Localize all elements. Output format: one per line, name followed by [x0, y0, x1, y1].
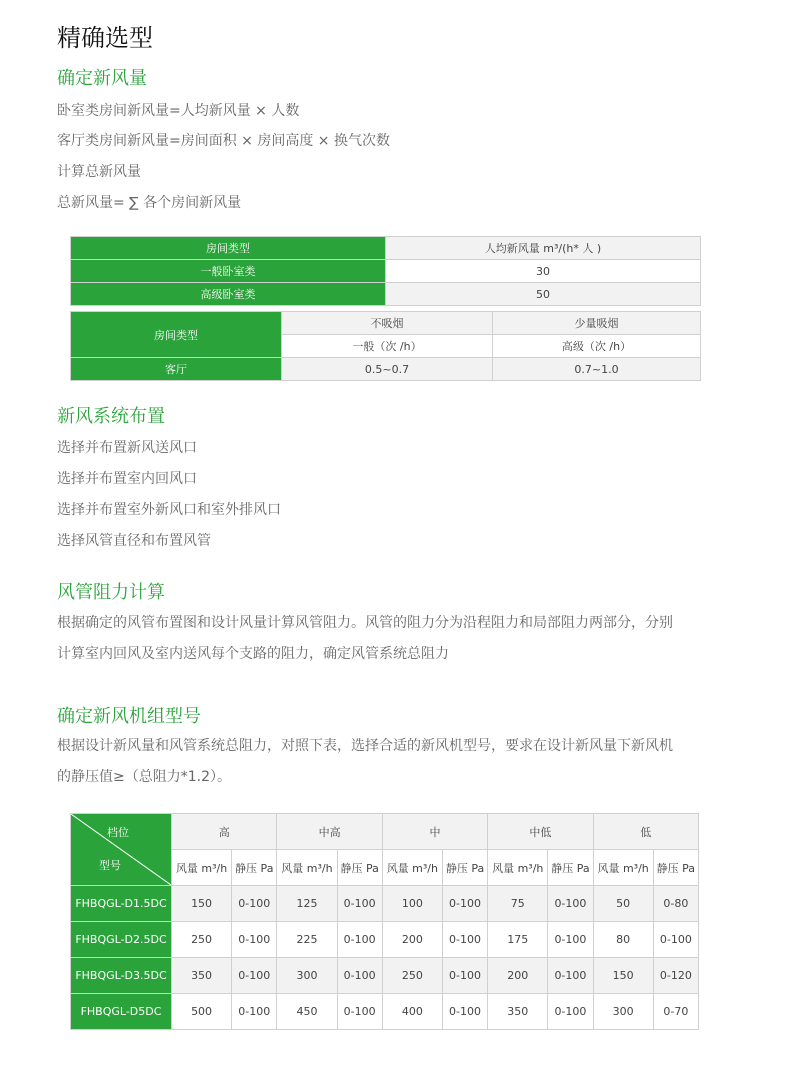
paragraph	[57, 608, 747, 670]
table-cell: 350	[172, 958, 232, 994]
table-cell: 250	[172, 922, 232, 958]
paragraph	[57, 731, 747, 793]
table-cell: 150	[172, 886, 232, 922]
sub-header-pressure: 静压 Pa	[548, 850, 593, 886]
table-cell: 0-100	[548, 886, 593, 922]
model-cell: FHBQGL-D3.5DC	[71, 958, 172, 994]
table-header: 人均新风量 m³/(h* 人 )	[386, 237, 701, 260]
section-title-duct-resistance: 风管阻力计算	[57, 582, 165, 603]
level-header: 中高	[277, 814, 382, 850]
level-header: 高	[172, 814, 277, 850]
layout-step: 选择并布置室外新风口和室外排风口	[57, 502, 281, 518]
corner-label-model: 型号	[99, 859, 121, 872]
table-cell: 0-100	[548, 922, 593, 958]
paragraph-line: 计算室内回风及室内送风每个支路的阻力，确定风管系统总阻力	[57, 646, 449, 662]
model-cell: FHBQGL-D2.5DC	[71, 922, 172, 958]
table-row	[71, 994, 699, 1030]
table-cell: 0-70	[653, 994, 698, 1030]
section-title-fresh-air-volume: 确定新风量	[57, 68, 147, 89]
level-header: 中低	[488, 814, 593, 850]
table-cell: 0-100	[337, 886, 382, 922]
formula-line: 总新风量= ∑ 各个房间新风量	[57, 195, 242, 211]
table-header: 不吸烟	[282, 312, 493, 335]
table-cell: 200	[488, 958, 548, 994]
sub-header-pressure: 静压 Pa	[442, 850, 487, 886]
table-row	[71, 886, 699, 922]
table-header: 房间类型	[71, 312, 282, 358]
sub-header-flow: 风量 m³/h	[277, 850, 337, 886]
section-title-unit-model: 确定新风机组型号	[57, 706, 201, 727]
table-header: 一般（次 /h）	[282, 335, 493, 358]
table-cell: 0-100	[442, 922, 487, 958]
table-header: 房间类型	[71, 237, 386, 260]
table-cell: 50	[386, 283, 701, 306]
level-header: 中	[382, 814, 487, 850]
paragraph-line: 根据设计新风量和风管系统总阻力，对照下表，选择合适的新风机型号，要求在设计新风量下新风机	[57, 738, 673, 754]
model-cell: FHBQGL-D1.5DC	[71, 886, 172, 922]
table-header: 高级（次 /h）	[493, 335, 701, 358]
table-cell: 0-100	[653, 922, 698, 958]
model-selection-table	[70, 813, 699, 1030]
table-cell: 200	[382, 922, 442, 958]
table-cell: 150	[593, 958, 653, 994]
model-cell: FHBQGL-D5DC	[71, 994, 172, 1030]
table-cell: 0.5~0.7	[282, 358, 493, 381]
table-cell: 80	[593, 922, 653, 958]
table-cell: 450	[277, 994, 337, 1030]
table-cell: 75	[488, 886, 548, 922]
table-cell: 客厅	[71, 358, 282, 381]
table-cell: 0-100	[442, 958, 487, 994]
sub-header-flow: 风量 m³/h	[382, 850, 442, 886]
paragraph-line: 根据确定的风管布置图和设计风量计算风管阻力。风管的阻力分为沿程阻力和局部阻力两部分，分别	[57, 615, 673, 631]
sub-header-pressure: 静压 Pa	[232, 850, 277, 886]
sub-header-flow: 风量 m³/h	[488, 850, 548, 886]
layout-step: 选择风管直径和布置风管	[57, 533, 211, 549]
per-person-air-table	[70, 236, 701, 306]
layout-step: 选择并布置新风送风口	[57, 440, 197, 456]
table-cell: 0-100	[337, 994, 382, 1030]
table-corner-cell	[71, 814, 172, 886]
table-cell: 225	[277, 922, 337, 958]
table-cell: 175	[488, 922, 548, 958]
table-cell: 0-100	[548, 958, 593, 994]
table-cell: 0-100	[232, 994, 277, 1030]
table-cell: 100	[382, 886, 442, 922]
table-cell: 一般卧室类	[71, 260, 386, 283]
layout-step: 选择并布置室内回风口	[57, 471, 197, 487]
formula-line: 计算总新风量	[57, 164, 141, 180]
air-change-table	[70, 311, 701, 381]
table-cell: 125	[277, 886, 337, 922]
formula-line: 卧室类房间新风量=人均新风量 × 人数	[57, 103, 300, 119]
sub-header-pressure: 静压 Pa	[653, 850, 698, 886]
table-cell: 0-80	[653, 886, 698, 922]
formula-line: 客厅类房间新风量=房间面积 × 房间高度 × 换气次数	[57, 133, 390, 149]
table-cell: 300	[277, 958, 337, 994]
table-cell: 0-100	[337, 958, 382, 994]
table-cell: 300	[593, 994, 653, 1030]
table-cell: 0-100	[548, 994, 593, 1030]
table-cell: 0.7~1.0	[493, 358, 701, 381]
table-cell: 250	[382, 958, 442, 994]
sub-header-pressure: 静压 Pa	[337, 850, 382, 886]
table-row	[71, 922, 699, 958]
table-cell: 400	[382, 994, 442, 1030]
table-cell: 0-100	[442, 994, 487, 1030]
table-cell: 0-100	[442, 886, 487, 922]
section-title-system-layout: 新风系统布置	[57, 406, 165, 427]
level-header: 低	[593, 814, 698, 850]
page-title: 精确选型	[57, 24, 153, 52]
table-header: 少量吸烟	[493, 312, 701, 335]
paragraph-line: 的静压值≥（总阻力*1.2）。	[57, 769, 231, 785]
table-cell: 30	[386, 260, 701, 283]
table-row	[71, 958, 699, 994]
sub-header-flow: 风量 m³/h	[593, 850, 653, 886]
table-cell: 0-100	[232, 922, 277, 958]
table-cell: 500	[172, 994, 232, 1030]
table-cell: 350	[488, 994, 548, 1030]
corner-label-level: 档位	[107, 826, 129, 839]
sub-header-flow: 风量 m³/h	[172, 850, 232, 886]
table-cell: 0-100	[337, 922, 382, 958]
table-cell: 0-100	[232, 886, 277, 922]
table-cell: 高级卧室类	[71, 283, 386, 306]
table-cell: 0-100	[232, 958, 277, 994]
table-cell: 0-120	[653, 958, 698, 994]
table-cell: 50	[593, 886, 653, 922]
